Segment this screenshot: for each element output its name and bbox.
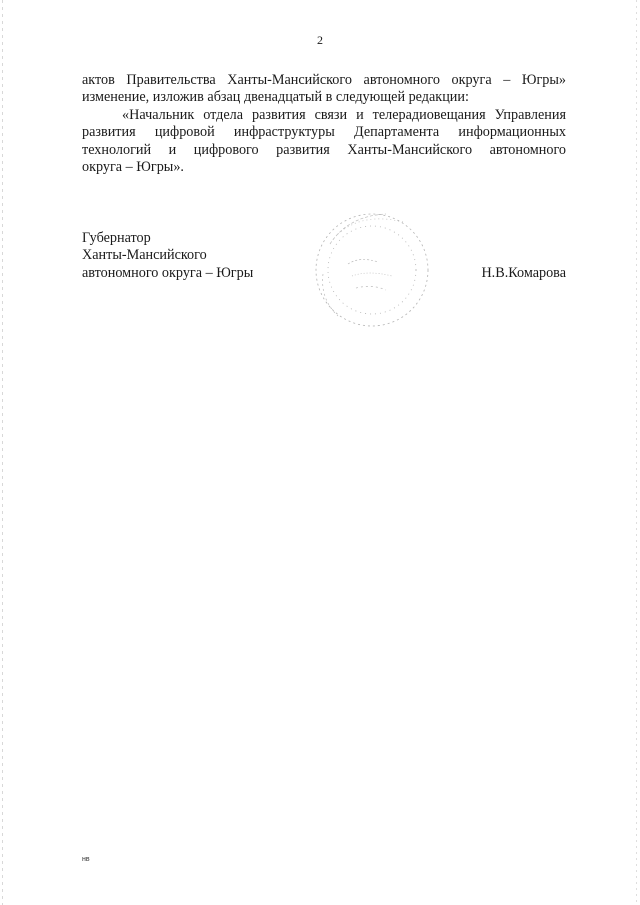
text-line: технологий и цифрового развития Ханты-Мансийского автономного: [82, 141, 566, 158]
scan-edge-right: [636, 0, 637, 905]
text-line: «Начальник отдела развития связи и телерадиовещания Управления: [122, 107, 566, 123]
official-seal-stamp: [308, 204, 436, 334]
paragraph-new-wording: [82, 107, 566, 177]
signatory-position: [82, 230, 253, 282]
scan-edge-left: [2, 0, 3, 905]
signatory-name: Н.В.Комарова: [481, 265, 566, 281]
footer-code: нв: [82, 856, 90, 863]
position-line: Ханты-Мансийского: [82, 247, 207, 264]
page-number: 2: [317, 33, 323, 47]
position-line: автономного округа – Югры: [82, 264, 254, 281]
text-line: изменение, изложив абзац двенадцатый в следующей редакции:: [82, 89, 469, 106]
text-line: округа – Югры».: [82, 159, 184, 176]
paragraph-continuation: [82, 72, 566, 107]
text-line: актов Правительства Ханты-Мансийского автономного округа – Югры»: [82, 72, 566, 88]
position-line: Губернатор: [82, 230, 151, 246]
text-line: развития цифровой инфраструктуры Департамента информационных: [82, 124, 566, 141]
